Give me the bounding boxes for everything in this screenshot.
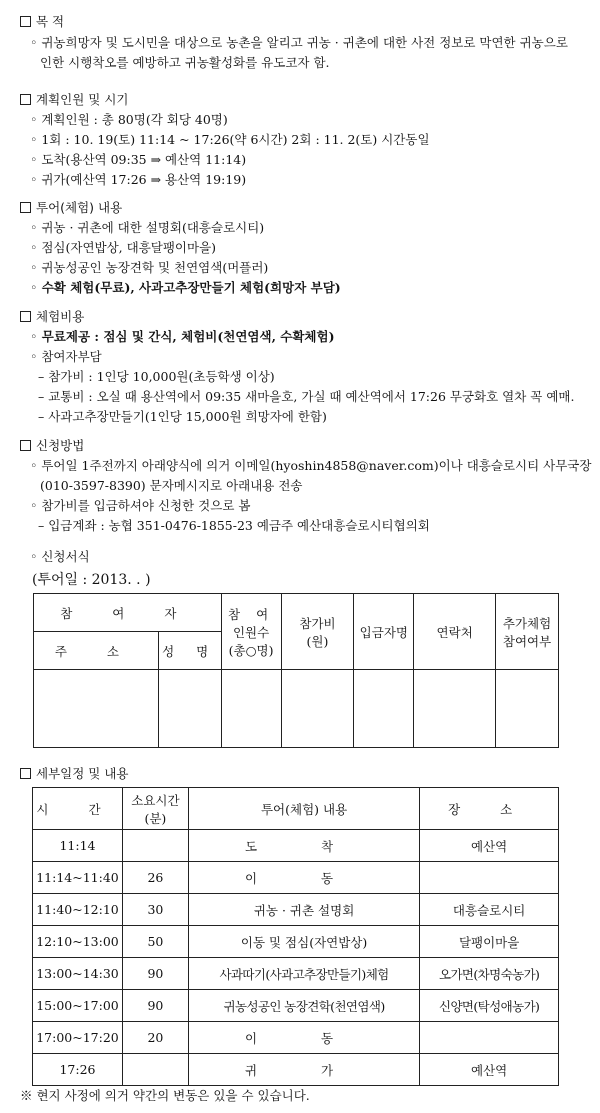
section-heading-schedule: 세부일정 및 내용 [20, 764, 128, 782]
tour-line: ◦ 점심(자연밥상, 대흥달팽이마을) [30, 240, 217, 255]
form-cell-contact[interactable] [414, 670, 496, 748]
header-address: 주 소 [34, 632, 159, 670]
cost-burden-line: – 사과고추장만들기(1인당 15,000원 희망자에 한함) [38, 409, 327, 424]
tour-line: ◦ 수확 체험(무료), 사과고추장만들기 체험(희망자 부담) [30, 280, 341, 295]
plan-line: ◦ 계획인원 : 총 80명(각 회당 40명) [30, 112, 228, 127]
checkbox-square-icon [20, 94, 31, 105]
form-cell-count[interactable] [221, 670, 281, 748]
form-cell-fee[interactable] [281, 670, 354, 748]
schedule-header-duration: 소요시간 (분) [122, 788, 188, 830]
tour-date-label: (투어일 : 2013. . ) [32, 572, 151, 588]
header-depositor: 입금자명 [354, 594, 414, 670]
table-row: 13:00~14:30 90 사과따기(사과고추장만들기)체험 오가면(차명숙농가) [33, 958, 559, 990]
application-form-table [33, 593, 559, 748]
header-extra: 추가체험 참여여부 [496, 594, 559, 670]
form-label: ◦ 신청서식 [30, 549, 90, 564]
table-row: 17:26 귀 가 예산역 [33, 1054, 559, 1086]
checkbox-square-icon [20, 202, 31, 213]
apply-line: – 입금계좌 : 농협 351-0476-1855-23 예금주 예산대흥슬로시티협의회 [38, 518, 430, 533]
table-row: 11:14~11:40 26 이 동 [33, 862, 559, 894]
tour-line: ◦ 귀농성공인 농장견학 및 천연염색(머플러) [30, 260, 269, 275]
plan-line: ◦ 1회 : 10. 19(토) 11:14 ~ 17:26(약 6시간) 2회 : 11. 2(토) 시간동일 [30, 132, 430, 147]
section-heading-plan: 계획인원 및 시기 [20, 90, 128, 108]
checkbox-square-icon [20, 440, 31, 451]
table-row: 12:10~13:00 50 이동 및 점심(자연밥상) 달팽이마을 [33, 926, 559, 958]
table-row: 15:00~17:00 90 귀농성공인 농장견학(천연염색) 신양면(탁성애농가) [33, 990, 559, 1022]
table-row: 11:40~12:10 30 귀농 · 귀촌 설명회 대흥슬로시티 [33, 894, 559, 926]
form-cell-extra[interactable] [496, 670, 559, 748]
cost-free-line: ◦ 무료제공 : 점심 및 간식, 체험비(천연염색, 수확체험) [30, 329, 335, 344]
section-heading-purpose: 목 적 [20, 12, 64, 30]
tour-line: ◦ 귀농 · 귀촌에 대한 설명회(대흥슬로시티) [30, 220, 265, 235]
checkbox-square-icon [20, 768, 31, 779]
schedule-header-time: 시 간 [33, 788, 123, 830]
cost-burden-line: – 참가비 : 1인당 10,000원(초등학생 이상) [38, 369, 275, 384]
form-cell-depositor[interactable] [354, 670, 414, 748]
apply-line: ◦ 투어일 1주전까지 아래양식에 의거 이메일(hyoshin4858@naver.com)이나 대흥슬로시티 사무국장 [30, 458, 592, 473]
header-fee: 참가비 (원) [281, 594, 354, 670]
cost-burden-title: ◦ 참여자부담 [30, 349, 102, 364]
footnote: ※ 현지 사정에 의거 약간의 변동은 있을 수 있습니다. [20, 1088, 310, 1103]
checkbox-square-icon [20, 16, 31, 27]
section-heading-cost: 체험비용 [20, 307, 84, 325]
purpose-line-2: 인한 시행착오를 예방하고 귀농활성화를 유도코자 함. [40, 55, 330, 70]
schedule-table [32, 787, 559, 1086]
header-count: 참 여 인원수 (총○명) [221, 594, 281, 670]
header-name: 성 명 [158, 632, 221, 670]
section-heading-tour: 투어(체험) 내용 [20, 198, 122, 216]
form-cell-name[interactable] [158, 670, 221, 748]
table-row: 17:00~17:20 20 이 동 [33, 1022, 559, 1054]
purpose-line-1: ◦ 귀농희망자 및 도시민을 대상으로 농촌을 알리고 귀농 · 귀촌에 대한 사전 정보로 막연한 귀농으로 [30, 35, 568, 50]
cost-burden-line: – 교통비 : 오실 때 용산역에서 09:35 새마을호, 가실 때 예산역에서 17:26 무궁화호 열차 꼭 예매. [38, 389, 575, 404]
header-participant: 참 여 자 [34, 594, 222, 632]
checkbox-square-icon [20, 311, 31, 322]
schedule-header-content: 투어(체험) 내용 [188, 788, 419, 830]
plan-line: ◦ 귀가(예산역 17:26 ⇒ 용산역 19:19) [30, 172, 247, 187]
apply-line: (010-3597-8390) 문자메시지로 아래내용 전송 [40, 478, 303, 493]
apply-line: ◦ 참가비를 입금하셔야 신청한 것으로 봄 [30, 498, 251, 513]
plan-line: ◦ 도착(용산역 09:35 ⇒ 예산역 11:14) [30, 152, 247, 167]
schedule-header-place: 장 소 [420, 788, 559, 830]
form-cell-address[interactable] [34, 670, 159, 748]
section-heading-apply: 신청방법 [20, 436, 84, 454]
table-row: 11:14 도 착 예산역 [33, 830, 559, 862]
header-contact: 연락처 [414, 594, 496, 670]
